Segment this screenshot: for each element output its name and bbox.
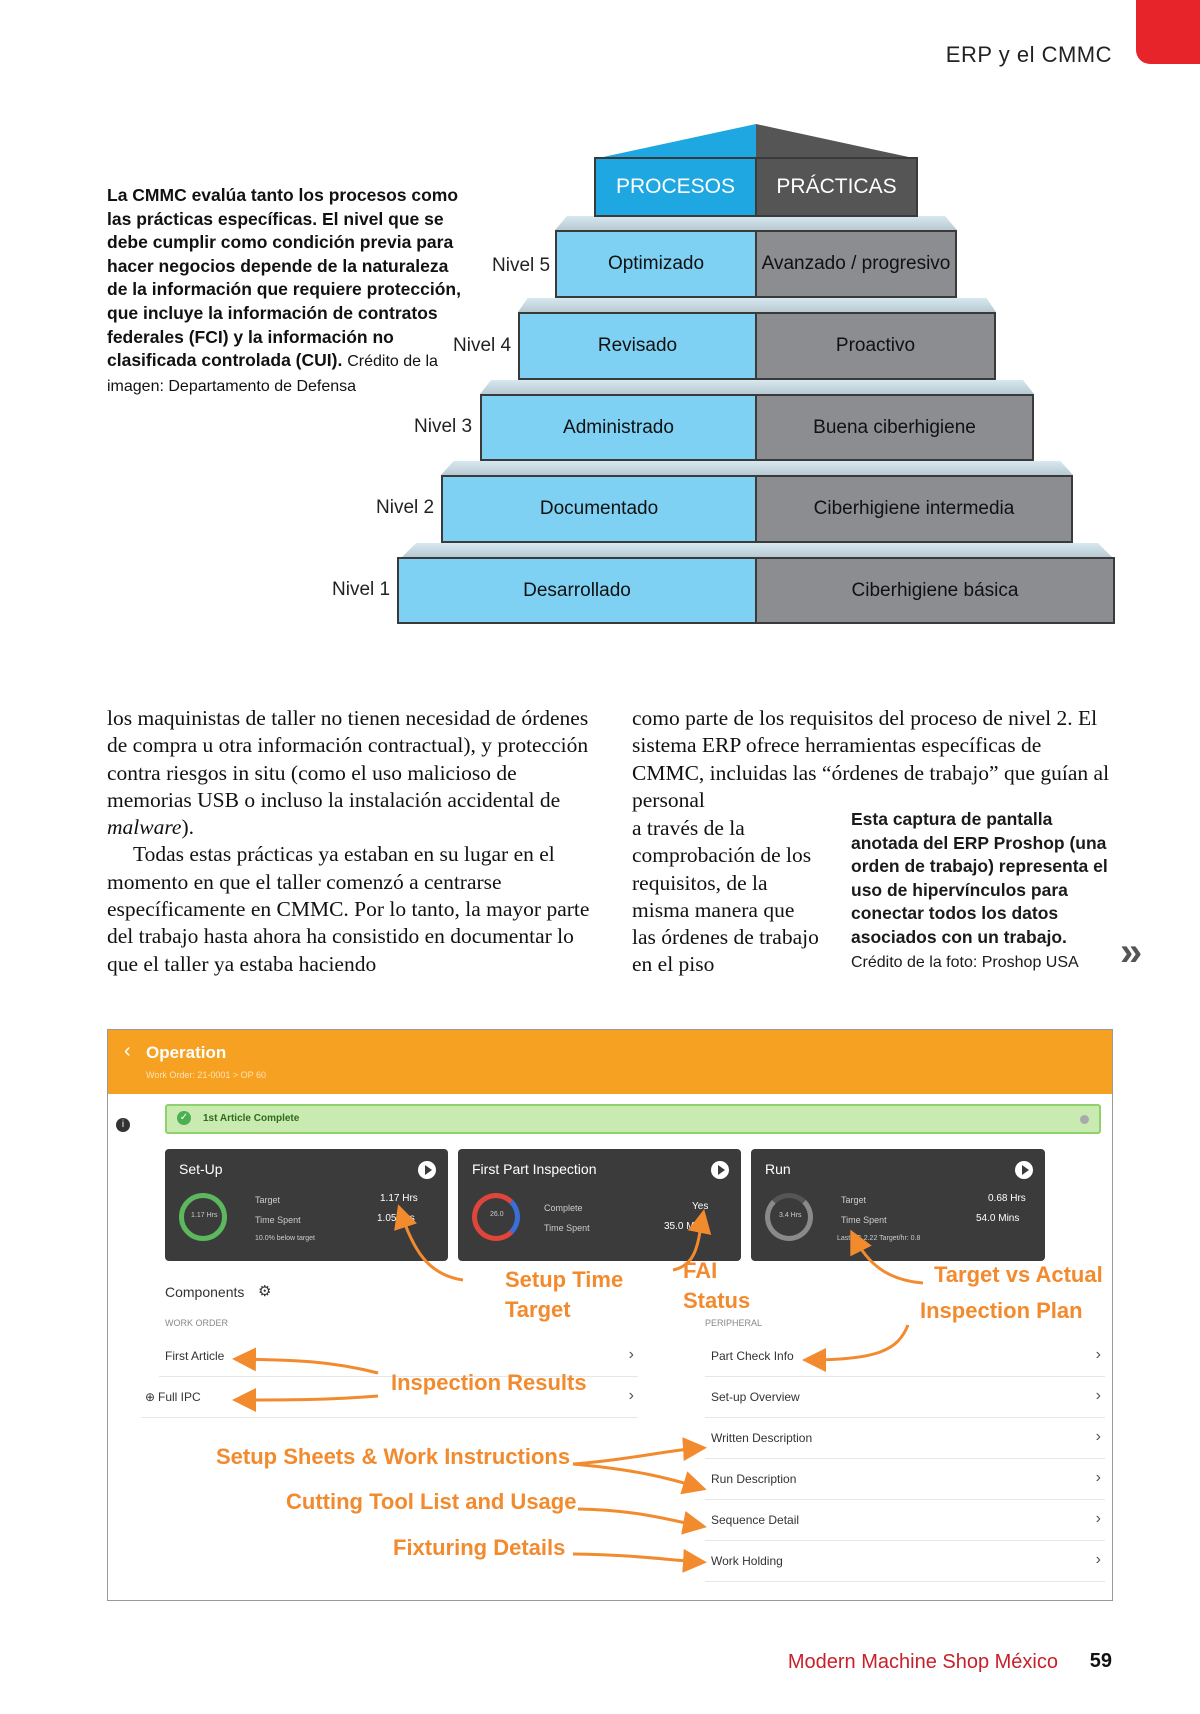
card-title: First Part Inspection [472,1161,597,1177]
play-icon[interactable] [711,1161,729,1179]
play-icon[interactable] [1015,1161,1033,1179]
section-title: ERP y el CMMC [945,42,1112,67]
banner-text: 1st Article Complete [203,1113,300,1124]
level-label: Nivel 3 [414,416,473,437]
list-item[interactable]: Set-up Overview › [705,1377,1105,1418]
info-icon[interactable]: i [116,1118,130,1132]
target-value: 0.68 Hrs [988,1193,1026,1204]
practice-cell: Proactivo [755,312,996,380]
target-value: 1.17 Hrs [380,1193,418,1204]
erp-screenshot [107,1029,1113,1601]
gear-icon[interactable]: ⚙ [258,1283,272,1300]
annotation-fixturing: Fixturing Details [393,1535,566,1560]
card-first-part-inspection[interactable] [458,1149,741,1261]
time-spent-label: Time Spent [255,1215,301,1225]
dismiss-dot-icon[interactable] [1080,1115,1089,1124]
time-spent-value: 54.0 Mins [976,1213,1020,1224]
ring-label: 26.0 [490,1211,504,1218]
figure-caption-screenshot [851,808,1121,974]
target-label: Target [255,1195,281,1205]
annotation-inspection-results: Inspection Results [391,1370,587,1395]
chevron-right-icon: › [628,1387,634,1404]
magazine-name: Modern Machine Shop México [787,1651,1058,1673]
list-item[interactable]: First Article › [159,1336,638,1377]
level-label: Nivel 4 [453,335,512,356]
annotation-setup-time: Setup Time [505,1267,624,1292]
process-cell: Revisado [518,312,757,380]
continue-chevron-icon: » [1120,930,1143,974]
time-spent-label: Time Spent [841,1215,887,1225]
list-item[interactable]: Written Description › [705,1418,1105,1459]
operation-title: Operation [146,1043,227,1062]
peripheral-label: PERIPHERAL [705,1318,763,1328]
practice-cell: Buena ciberhigiene [755,394,1034,461]
time-spent-label: Time Spent [544,1223,590,1233]
paragraph-2: Todas estas prácticas ya estaban en su lugar en el momento en que el taller comenzó a centrarse específicamente en CMMC. Por lo tanto, la mayor parte del trabajo hasta ahora ha consistido en documentar lo que el taller ya estaba haciendo [107,842,590,976]
ring-label: 1.17 Hrs [191,1212,218,1219]
annotation-setup-sheets: Setup Sheets & Work Instructions [216,1444,571,1469]
ring-label: 3.4 Hrs [779,1212,802,1219]
process-cell: Documentado [441,475,757,543]
chevron-right-icon: › [1095,1346,1101,1363]
time-spent-value: 1.05 Hrs [377,1213,415,1224]
complete-label: Complete [544,1203,583,1213]
process-cell: Administrado [480,394,757,461]
chevron-right-icon: › [1095,1428,1101,1445]
level-label: Nivel 5 [492,255,551,276]
level-label: Nivel 1 [332,579,391,600]
time-spent-value: 35.0 Mins [664,1221,708,1232]
process-cell: Desarrollado [397,557,757,624]
annotation-target: Target [505,1297,571,1322]
caption-text: Esta captura de pantalla anotada del ERP Proshop (una orden de trabajo) representa el uso de hipervínculos para conectar todos los datos asociados con un trabajo. [851,809,1108,947]
annotation-cutting-tool: Cutting Tool List and Usage [286,1489,577,1514]
work-order-label: WORK ORDER [165,1318,228,1328]
annotation-status: Status [683,1288,751,1313]
status-banner [165,1104,1101,1134]
article-column-1 [107,705,591,978]
article-column-2-narrow: a través de la comprobación de los requisitos, de la misma manera que las órdenes de trabajo en el piso [632,816,819,977]
list-item[interactable]: Part Check Info › [705,1336,1105,1377]
annotation-fai: FAI [683,1258,718,1283]
paragraph-1: los maquinistas de taller no tienen necesidad de órdenes de compra u otra información contractual), y protección contra riesgos in situ (como el uso malicioso de memorias USB o incluso la instalación accidental de malware). [107,706,589,840]
pyramid-roof [594,124,918,159]
card-title: Set-Up [179,1161,223,1177]
annotation-target-vs-actual: Target vs Actual [934,1262,1103,1287]
header-procesos: PROCESOS [594,157,757,217]
article-column-2-top: como parte de los requisitos del proceso de nivel 2. El sistema ERP ofrece herramientas específicas de CMMC, incluidas las “órdenes de trabajo” que guían al personal [632,706,1110,812]
page-number: 59 [1089,1650,1112,1672]
roof-shape-icon [594,124,918,159]
process-cell: Optimizado [555,230,757,298]
practice-cell: Ciberhigiene básica [755,557,1115,624]
annotation-inspection-plan: Inspection Plan [920,1298,1083,1323]
card-run[interactable] [751,1149,1045,1261]
chevron-right-icon: › [1095,1469,1101,1486]
check-circle-icon: ✓ [177,1111,191,1125]
chevron-right-icon: › [628,1346,634,1363]
note-text: Last TT: 2.22 Target/hr: 0.8 [837,1235,921,1242]
list-item[interactable]: Run Description › [705,1459,1105,1500]
practice-cell: Avanzado / progresivo [755,230,957,298]
list-item[interactable]: Work Holding › [705,1541,1105,1582]
chevron-right-icon: › [1095,1551,1101,1568]
practice-cell: Ciberhigiene intermedia [755,475,1073,543]
operation-header [108,1030,1112,1094]
breadcrumb[interactable]: Work Order: 21-0001 > OP 60 [146,1070,266,1080]
caption-text: La CMMC evalúa tanto los procesos como las prácticas específicas. El nivel que se debe cumplir como condición previa para hacer negocios depende de la naturaleza de la información que requiere protección, que incluye la información de contratos federales (FCI) y la información no clasificada controlada (CUI). [107,185,461,371]
chevron-right-icon: › [1095,1510,1101,1527]
back-chevron-icon[interactable]: ‹ [124,1040,131,1062]
complete-value: Yes [692,1201,709,1212]
header-practicas: PRÁCTICAS [755,157,918,217]
play-icon[interactable] [418,1161,436,1179]
card-setup[interactable] [165,1149,448,1261]
components-title: Components [165,1284,245,1300]
note-text: 10.0% below target [255,1235,315,1242]
cmmc-pyramid [0,0,1200,640]
list-item[interactable]: ⊕ Full IPC › [141,1377,638,1418]
caption-credit: Crédito de la imagen: Departamento de Defensa [107,353,438,395]
plus-circle-icon: ⊕ [145,1390,156,1404]
target-label: Target [841,1195,867,1205]
caption-credit: Crédito de la foto: Proshop USA [851,953,1079,971]
list-item[interactable]: Sequence Detail › [705,1500,1105,1541]
card-title: Run [765,1161,791,1177]
chevron-right-icon: › [1095,1387,1101,1404]
level-label: Nivel 2 [376,497,435,518]
